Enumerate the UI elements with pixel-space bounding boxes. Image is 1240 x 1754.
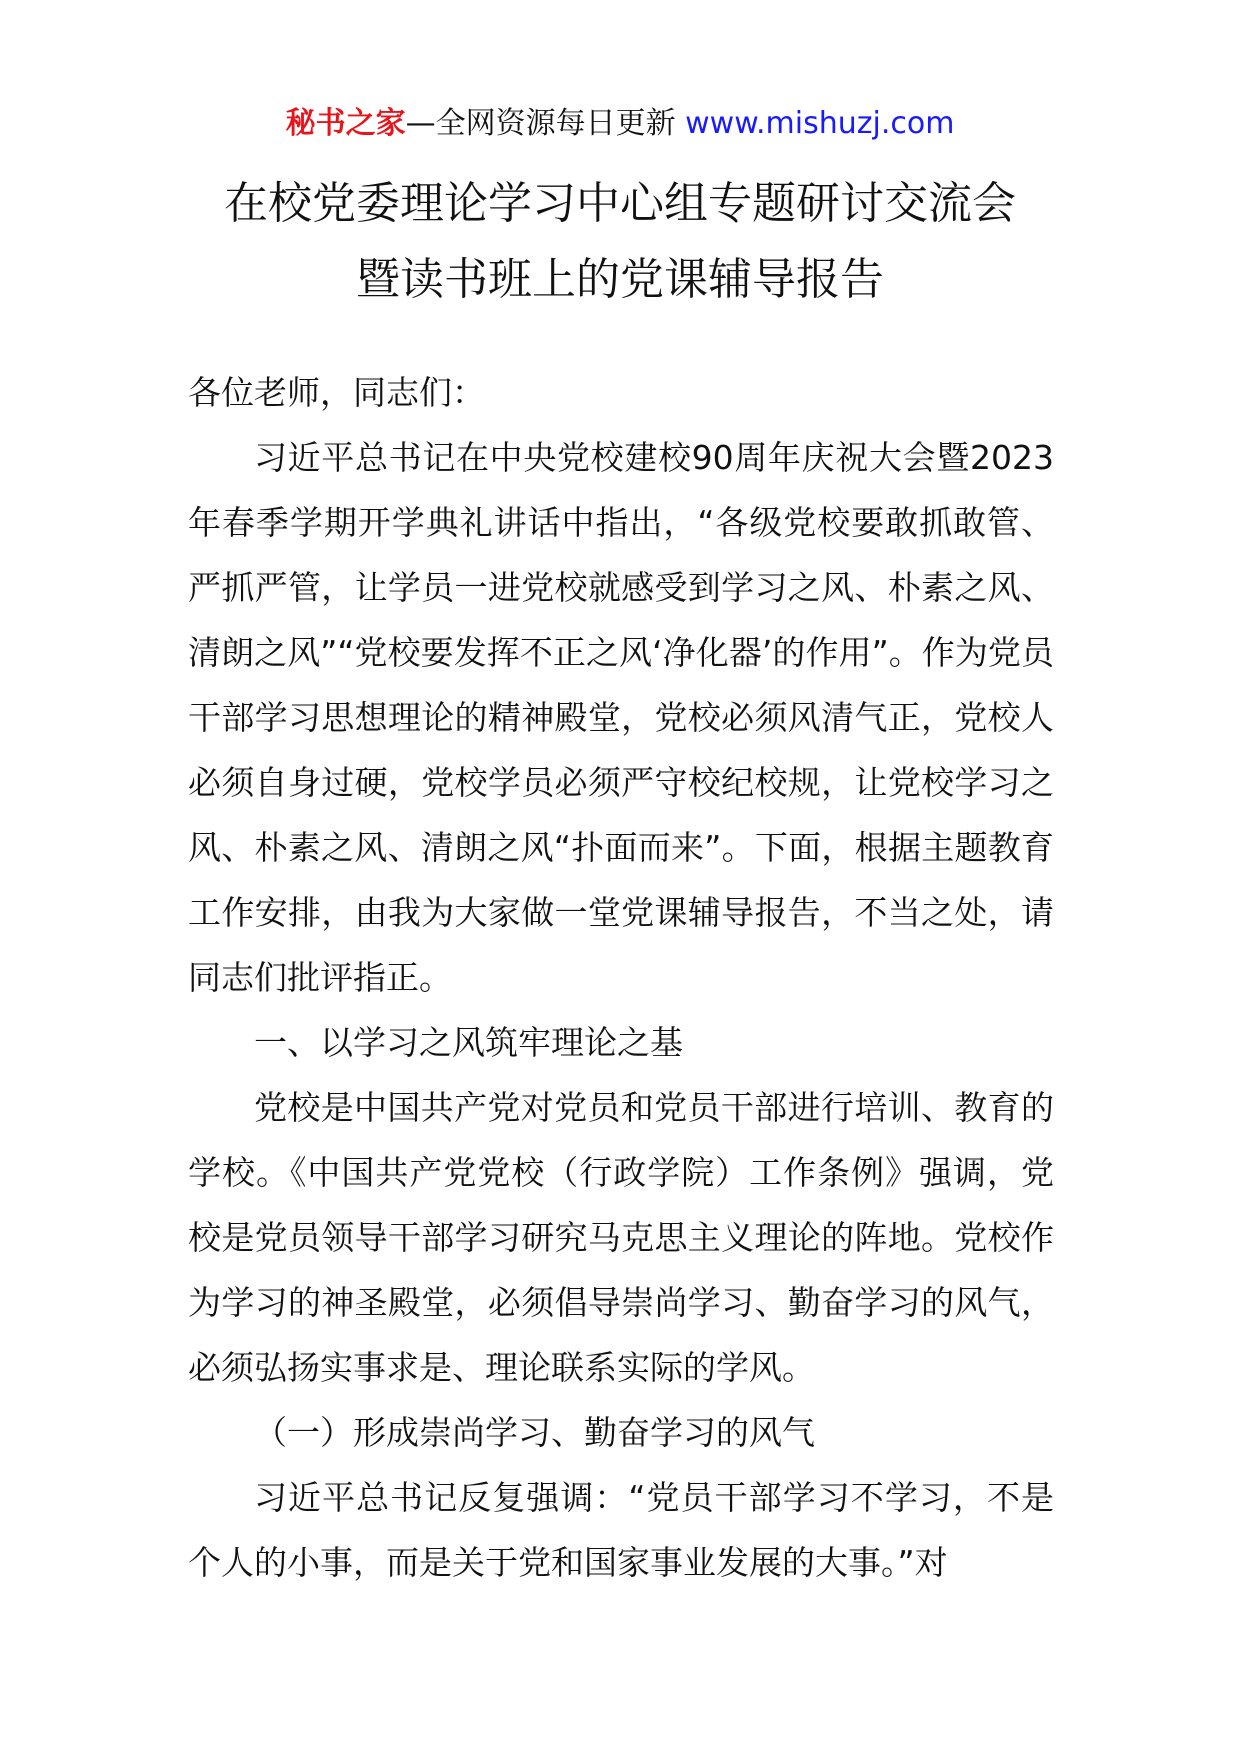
subsection-heading-1: （一）形成崇尚学习、勤奋学习的风气 xyxy=(254,1413,815,1452)
paragraph-subsection-1: 习近平总书记反复强调：“党员干部学习不学习，不是个人的小事，而是关于党和国家事业发展的大事。”对 xyxy=(188,1478,1054,1582)
site-banner xyxy=(0,104,1240,144)
site-url-link[interactable]: www.mishuzj.com xyxy=(685,106,955,141)
title-line-1: 在校党委理论学习中心组专题研讨交流会 xyxy=(224,178,1016,229)
section-heading-1: 一、以学习之风筑牢理论之基 xyxy=(254,1023,683,1062)
banner-slogan: —全网资源每日更新 xyxy=(405,106,686,141)
document-body xyxy=(188,360,1054,1595)
paragraph-intro: 习近平总书记在中央党校建校90周年庆祝大会暨2023年春季学期开学典礼讲话中指出，“各级党校要敢抓敢管、严抓严管，让学员一进党校就感受到学习之风、朴素之风、清朗之风”“党校要发挥不正之风‘净化器’的作用”。作为党员干部学习思想理论的精神殿堂，党校必须风清气正，党校人必须自身过硬，党校学员必须严守校纪校规，让党校学习之风、朴素之风、清朗之风“扑面而来”。下面，根据主题教育工作安排，由我为大家做一堂党课辅导报告，不当之处，请同志们批评指正。 xyxy=(188,438,1054,997)
brand-name: 秘书之家 xyxy=(285,106,406,141)
paragraph-section-1: 党校是中国共产党对党员和党员干部进行培训、教育的学校。《中国共产党党校（行政学院）工作条例》强调，党校是党员领导干部学习研究马克思主义理论的阵地。党校作为学习的神圣殿堂，必须倡导崇尚学习、勤奋学习的风气，必须弘扬实事求是、理论联系实际的学风。 xyxy=(188,1088,1054,1387)
document-title xyxy=(0,166,1240,318)
title-line-2: 暨读书班上的党课辅导报告 xyxy=(356,254,884,305)
salutation: 各位老师，同志们： xyxy=(188,373,485,412)
